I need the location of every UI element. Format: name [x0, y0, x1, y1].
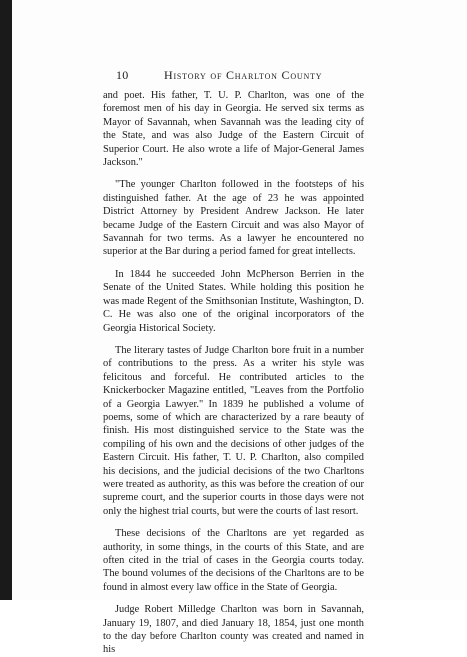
body-text [103, 89, 364, 657]
paragraph-decisions: These decisions of the Charltons are yet regarded as authority, in some things, in the courts of this State, and are often cited in the trial of cases in the Georgia courts today. The bound volumes of the decisions of the Charltons are to be found in almost every law office in the State of Georgia. [103, 528, 364, 593]
paragraph-literary-tastes: The literary tastes of Judge Charlton bore fruit in a number of contributions to the press. As a writer his style was felicitous and forceful. He contributed articles to the Knickerbocker Magazine entitled, "Leaves from the Portfolio of a Georgia Lawyer." In 1839 he published a volume of poems, some of which are characterized by a rare beauty of finish. His most distinguished service to the State was the compiling of his own and the decisions of other judges of the Eastern Circuit. His father, T. U. P. Charlton, also compiled his decisions, and the judicial decisions of the two Charltons were treated as authority, as this was before the creation of our supreme court, and the superior courts in those days were not only the highest trial courts, but were the courts of last resort. [103, 344, 364, 517]
running-head: History of Charlton County [164, 68, 323, 82]
paragraph-senate: In 1844 he succeeded John McPherson Berrien in the Senate of the United States. While holding this position he was made Regent of the Smithsonian Institute, Washington, D. C. He was also one of the original incorporators of the Georgia Historical Society. [103, 268, 364, 334]
scan-border [0, 0, 12, 600]
paragraph-continuation: and poet. His father, T. U. P. Charlton, was one of the foremost men of his day in Georgia. He served six terms as Mayor of Savannah, when Savannah was the leading city of the State, and was also Judge of the Eastern Circuit of Superior Court. He also wrote a life of Major-General James Jackson." [103, 90, 364, 169]
page-number: 10 [116, 68, 129, 82]
page-header [116, 68, 456, 84]
paragraph-younger-charlton: "The younger Charlton followed in the footsteps of his distinguished father. At the age of 23 he was appointed District Attorney by President Andrew Jackson. He later became Judge of the Eastern Circuit and was also Mayor of Savannah for two terms. As a lawyer he encountered no superior at the Bar during a period famed for great intellects. [103, 179, 364, 258]
paragraph-birth: Judge Robert Milledge Charlton was born in Savannah, January 19, 1807, and died January 18, 1854, just one month to the day before Charlton county was created and named in his [103, 604, 364, 656]
